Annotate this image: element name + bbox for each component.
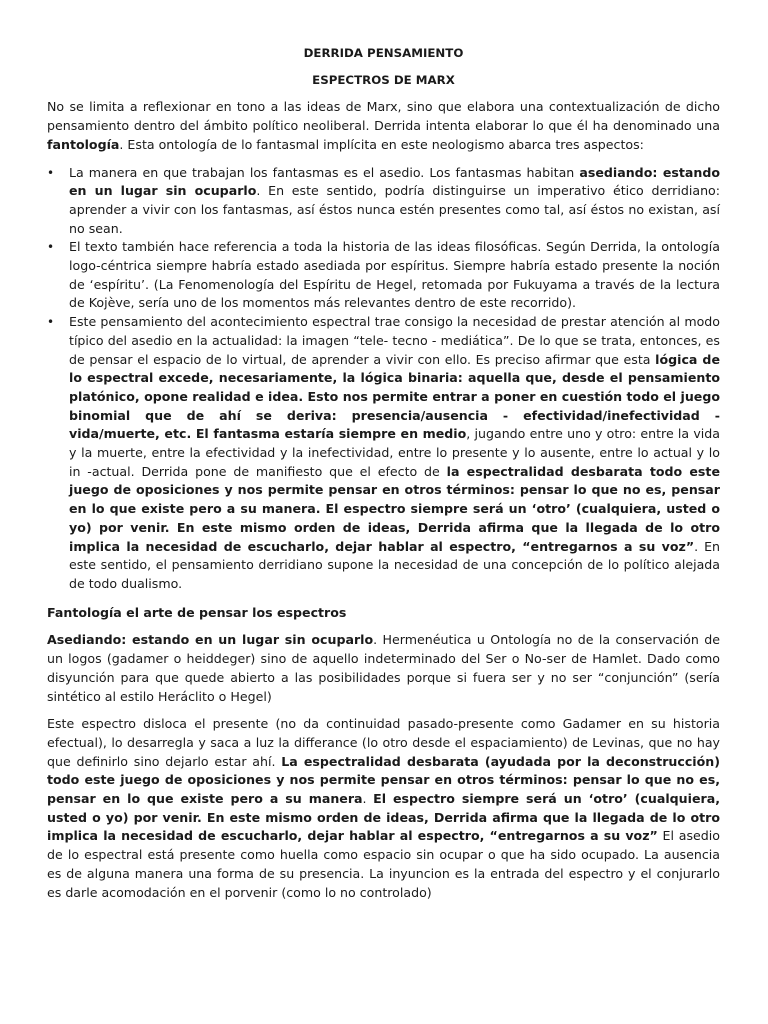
bold-text: fantología: [47, 136, 120, 152]
document-title: DERRIDA PENSAMIENTO: [303, 46, 464, 60]
text-run: . En este sentido, el pensamiento derridiano supone la necesidad de una concepción de lo político alejada de todo dualismo.: [69, 538, 721, 591]
text-run: El asedio de lo espectral está presente como huella como espacio sin ocupar o que ha sido ocupado. La ausencia es de alguna manera una forma de su presencia. La inyuncion es la entrada del espectro y el conjurarlo es darle acomodación en el porvenir (como lo no controlado): [47, 828, 720, 900]
bold-text: La espectralidad desbarata (ayudada por la deconstrucción) todo este juego de oposiciones y nos permite pensar en otros términos: pensar lo que no es, pensar en lo que existe pero a su manera: [47, 753, 720, 807]
text-run: No se limita a reflexionar en tono a las ideas de Marx, sino que elabora una contextualización de dicho pensamiento dentro del ámbito político neoliberal. Derrida intenta elaborar lo que él ha denominado una: [47, 99, 720, 134]
body-paragraph: [47, 715, 720, 902]
list-item: [47, 238, 720, 313]
bold-text: El espectro siempre será un ‘otro’ (cualquiera, usted o yo) por venir. En este mismo orden de ideas, Derrida afirma que la llegada de lo otro implica la necesidad de escucharlo, dejar hablar al espectro, “entregarnos a su voz”: [47, 791, 720, 844]
text-run: Este pensamiento del acontecimiento espectral trae consigo la necesidad de prestar atención al modo típico del asedio en la actualidad: la imagen “tele- tecno - mediática”. De lo que se trata, entonces, es de pensar el espacio de lo virtual, de aprender a vivir con ello. Es preciso afirmar que esta: [69, 314, 720, 367]
text-run: El texto también hace referencia a toda la historia de las ideas filosóficas. Según Derrida, la ontología logo-céntrica siempre habría estado asediada por espíritus. Siempre habría estado presente la noción de ‘espíritu’. (La Fenomenología del Espíritu de Hegel, retomada por Fukuyama a través de la lectura de Kojève, sería uno de los momentos más relevantes dentro de este recorrido).: [69, 239, 720, 311]
text-run: . Hermenéutica u Ontología no de la conservación de un logos (gadamer o heiddeger) sino de aquello indeterminado del Ser o No-ser de Hamlet. Dado como disyunción para que quede abierto a las posibilidades porque si fuera ser y no ser “conjunción” (sería sintético al estilo Heráclito o Hegel): [47, 632, 720, 704]
bullet-icon: •: [47, 240, 55, 255]
text-run: La manera en que trabajan los fantasmas es el asedio. Los fantasmas habitan: [69, 164, 580, 180]
bold-text: lógica de lo espectral excede, necesariamente, la lógica binaria: aquella que, desde el pensamiento platónico, opone realidad e idea. Esto nos permite entrar a poner en cuestión todo el juego binomial que de ahí se deriva: presencia/ausencia - efectividad/inefectividad - vida/muerte, etc. El fantasma estaría siempre en medio: [69, 351, 720, 442]
list-item-text: [69, 239, 720, 310]
list-item-text: [69, 314, 720, 591]
list-item: [47, 313, 720, 594]
text-run: . En este sentido, podría distinguirse un imperativo ético derridiano: aprender a vivir con los fantasmas, así éstos nunca estén presentes como tal, así éstos no existan, así no sean.: [69, 183, 720, 236]
body-paragraph: [47, 631, 720, 706]
document-subtitle: ESPECTROS DE MARX: [312, 72, 455, 87]
text-run: , jugando entre uno y otro: entre la vida y la muerte, entre la efectividad y la inefectividad, entre lo presente y lo ausente, entre lo actual y lo in -actual. Derrida pone de manifiesto que el efecto de: [69, 426, 720, 479]
bullet-icon: •: [47, 315, 55, 330]
intro-paragraph: [47, 98, 720, 154]
text-run: . Esta ontología de lo fantasmal implícita en este neologismo abarca tres aspectos:: [119, 136, 644, 152]
text-run: Este espectro disloca el presente (no da continuidad pasado-presente como Gadamer en su historia efectual), lo desarregla y saca a luz la differance (lo otro desde el espaciamiento) de Levinas, que no hay que definirlo sino dejarlo estar ahí.: [47, 716, 720, 769]
bold-text: Asediando: estando en un lugar sin ocuparlo: [47, 632, 374, 648]
bullet-icon: •: [47, 165, 55, 180]
bold-text: asediando: estando en un lugar sin ocuparlo: [69, 164, 721, 199]
list-item-text: [69, 165, 720, 236]
bold-text: la espectralidad desbarata todo este juego de oposiciones y nos permite pensar en otros términos: pensar lo que no es, pensar en lo que existe pero a su manera. El espectro siempre será un ‘otro’ (cualquiera, usted o yo) por venir. En este mismo orden de ideas, Derrida afirma que la llegada de lo otro implica la necesidad de escucharlo, dejar hablar al espectro, “entregarnos a su voz”: [69, 463, 720, 554]
section-heading: Fantología el arte de pensar los espectros: [47, 604, 347, 620]
aspects-list: [47, 164, 720, 594]
list-item: [47, 164, 720, 239]
text-run: .: [362, 791, 374, 807]
